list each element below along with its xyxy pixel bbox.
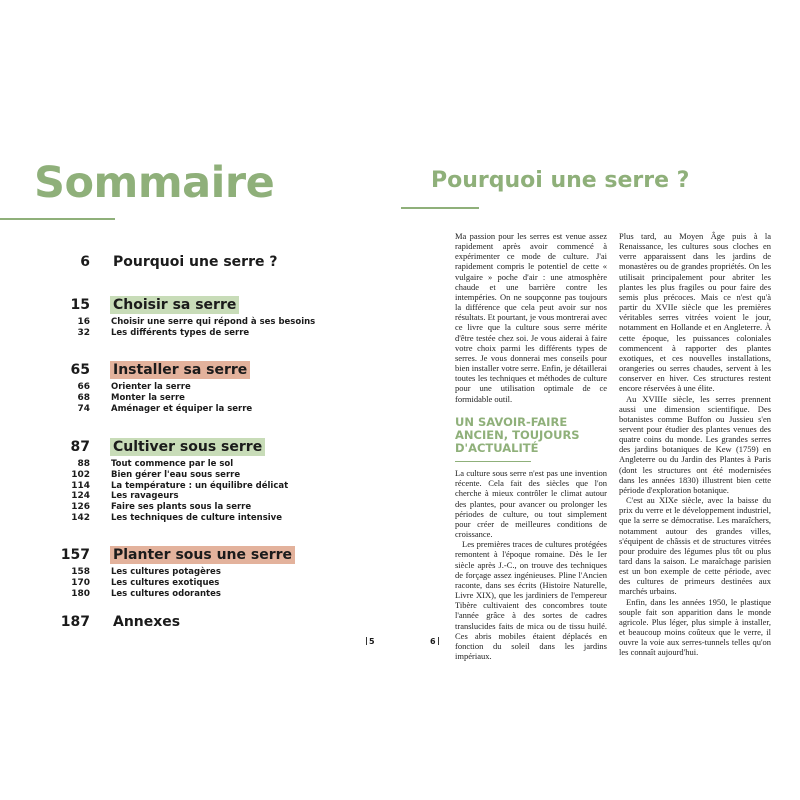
toc-entry-page-number: 180 [71, 588, 90, 599]
toc-entry [0, 578, 330, 589]
toc-section-page-number: 187 [60, 614, 90, 630]
toc-entry [0, 317, 330, 328]
toc-section-page-number: 87 [70, 439, 90, 455]
toc-entry-title: Les cultures potagères [111, 567, 221, 577]
paragraph: La culture sous serre n'est pas une invention récente. Cela fait des siècles que l'on cherche à mieux contrôler le climat autour des plantes, pour avancer ou prolonger les périodes de culture, ou tout simplement pour créer de meilleures conditions de croissance. [455, 468, 607, 540]
toc-section-title: Annexes [113, 614, 181, 630]
toc-entry-title: Faire ses plants sous la serre [111, 502, 252, 513]
toc-entry [0, 513, 330, 524]
subheading: UN SAVOIR-FAIRE ANCIEN, TOUJOURS D'ACTUALITÉ [455, 414, 580, 455]
toc-entry-page-number: 142 [71, 513, 90, 523]
paragraph: C'est au XIXe siècle, avec la baisse du prix du verre et le développement industriel, que la serre se démocratise. Les maraîchers, notamment autour des grandes villes, s'équipent de châssis et de structures vitrées pour produire des légumes plus tôt ou plus tard dans la saison. Le maraîchage parisien est un bon exemple de cette période, avec des cultures de primeurs destinées aux marchés urbains. [619, 495, 771, 597]
toc-section-title: Installer sa serre [110, 361, 250, 379]
toc-entry-page-number: 16 [77, 317, 90, 327]
page-number-left: 5 [364, 637, 375, 646]
toc-section-page-number: 65 [70, 362, 90, 378]
toc-section-page-number: 157 [60, 547, 90, 563]
toc-entry [0, 481, 330, 492]
toc-entry-page-number: 158 [71, 567, 90, 577]
toc-entry [0, 502, 330, 513]
toc-entry-page-number: 126 [71, 502, 90, 513]
toc-section-page-number: 6 [80, 254, 90, 270]
toc-section-title: Cultiver sous serre [110, 438, 265, 456]
toc-entry-title: La température : un équilibre délicat [111, 480, 289, 491]
toc-entry [0, 404, 330, 415]
paragraph: Ma passion pour les serres est venue assez rapidement après avoir commencé à expérimenter ce mode de culture. J'ai rapidement compris le potentiel de cette « vulgaire » poche d'air : une atmosphère chaude et une barrière contre les intempéries. On ne soupçonne pas toujours la différence que cela peut avoir sur nos résultats. Et pourtant, je vous montrerai avec ce livre que la culture sous serre mérite d'être testée chez soi. Je vous aiderai à faire votre choix parmi les différents types de serres. Je vous donnerai mes conseils pour bien installer votre serre. Enfin, je détaillerai toutes les techniques et méthodes de culture pour une utilisation optimale de ce formidable outil. [455, 231, 608, 404]
toc-entry-title: Orienter la serre [111, 382, 191, 392]
toc-entry-page-number: 124 [71, 491, 90, 502]
toc-entry [0, 393, 330, 404]
toc-entry-page-number: 114 [71, 480, 90, 491]
toc-entry-page-number: 74 [77, 403, 90, 414]
text-column-left [455, 231, 607, 661]
paragraph: Plus tard, au Moyen Âge puis à la Renaissance, les cultures sous cloches en verre apparaissent dans les jardins de monastères ou de grandes propriétés. On les utilisait principalement pour abriter les plantes les plus fragiles ou pour faire des semis plus précoces. Mais ce n'est qu'à partir du XVIIe siècle que les premières véritables serres vitrées voient le jour, notamment en Hollande et en Angleterre. À cette époque, les puissances coloniales commencent à rapporter des plantes exotiques, et ces nouvelles installations, orangeries ou serres chaudes, servent à les conserver en hiver. Ces structures restent encore réservées à une élite. [619, 231, 771, 394]
paragraph: Au XVIIIe siècle, les serres prennent aussi une dimension scientifique. Des botanistes comme Buffon ou Jussieu s'en servent pour étudier des plantes venues des quatre coins du monde. Les grandes serres des jardins botaniques de Kew (1759) en Angleterre ou du Jardin des Plantes à Paris (dont les structures ont été modernisées dans les années 1830) illustrent bien cette période d'exploration botanique. [619, 393, 771, 495]
toc-entry [0, 491, 330, 502]
toc-entry-page-number: 88 [77, 459, 90, 469]
toc-entry [0, 328, 330, 339]
page-title: Pourquoi une serre ? [431, 168, 690, 193]
toc-entry-title: Les différents types de serre [111, 327, 250, 338]
toc-section-page-number: 15 [70, 297, 90, 313]
toc-entry-title: Les techniques de culture intensive [111, 513, 282, 523]
paragraph: Enfin, dans les années 1950, le plastique souple fait son apparition dans le monde agricole. Plus léger, plus simple à installer, et beaucoup moins coûteux que le verre, il ouvre la voie aux serres-tunnels telles qu'on les connaît aujourd'hui. [619, 596, 771, 658]
page-number-right: 6 [430, 637, 441, 646]
toc-entry-page-number: 102 [71, 469, 90, 480]
toc-entry-page-number: 170 [71, 577, 90, 588]
toc-entry-title: Les cultures exotiques [111, 577, 220, 588]
title-rule [401, 207, 479, 209]
toc-entry-page-number: 68 [77, 392, 90, 403]
toc-entry-title: Les ravageurs [111, 491, 179, 502]
toc-entry-title: Aménager et équiper la serre [111, 403, 253, 414]
toc-entry-title: Tout commence par le sol [111, 459, 234, 469]
paragraph: Les premières traces de cultures protégées remontent à l'époque romaine. Dès le Ier siècle après J.-C., on trouve des techniques de forçage assez ingénieuses. Pline l'Ancien raconte, dans ses écrits (Histoire Naturelle, Livre XIX), que les jardiniers de l'empereur Tibère cultivaient des concombres toute l'année grâce à des sortes de cadres translucides faits de mica ou de tissu huilé. Ces abris mobiles étaient déplacés en fonction du soleil dans les jardins impériaux. [455, 539, 607, 661]
toc-entry [0, 382, 330, 393]
toc-entry [0, 470, 330, 481]
toc-entry-page-number: 66 [77, 382, 90, 392]
toc-entry [0, 567, 330, 578]
toc-entry-title: Monter la serre [111, 392, 185, 403]
title-rule [0, 218, 115, 220]
subheading-rule [455, 461, 531, 463]
toc-entry-title: Choisir une serre qui répond à ses besoins [111, 317, 316, 327]
toc-section-title: Choisir sa serre [110, 296, 239, 314]
toc-entry-title: Bien gérer l'eau sous serre [111, 469, 241, 480]
toc-section-title: Planter sous une serre [110, 546, 295, 564]
toc-title: Sommaire [34, 158, 275, 208]
toc-section-title: Pourquoi une serre ? [113, 254, 278, 270]
toc-entry [0, 459, 330, 470]
toc-entry [0, 589, 330, 600]
toc-entry-page-number: 32 [77, 327, 90, 338]
text-column-right [619, 231, 771, 658]
toc-entry-title: Les cultures odorantes [111, 588, 221, 599]
